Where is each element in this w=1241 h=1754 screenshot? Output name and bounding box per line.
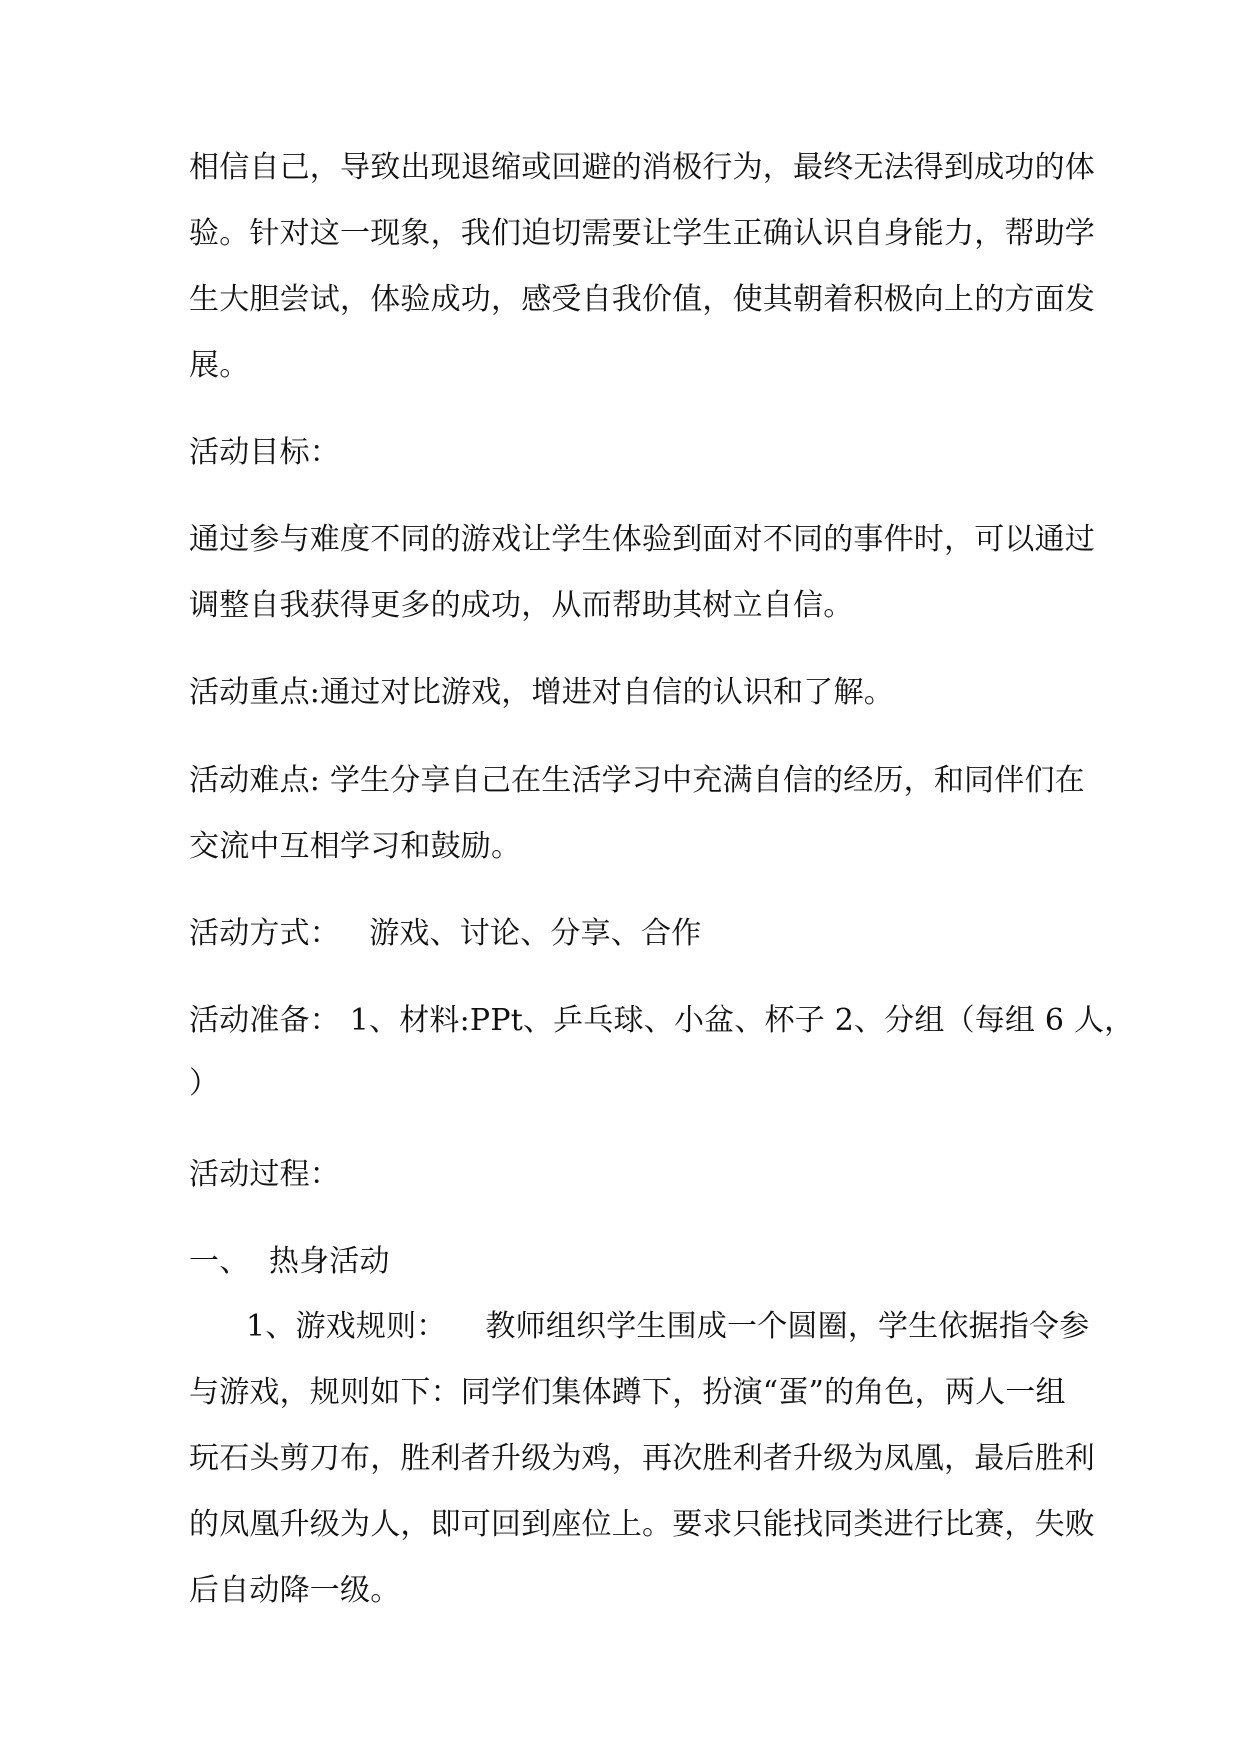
rules-line-2: 与游戏，规则如下：同学们集体蹲下，扮演“蛋”的角色，两人一组 <box>189 1375 1066 1410</box>
preparation-line-1: 活动准备： 1、材料:PPt、乒乓球、小盆、杯子 2、分组（每组 6 人， <box>189 1003 1135 1038</box>
rules-line-1: 1、游戏规则： 教师组织学生围成一个圆圈，学生依据指令参 <box>246 1309 1090 1344</box>
rules-line-4: 的凤凰升级为人，即可回到座位上。要求只能找同类进行比赛，失败 <box>189 1507 1095 1542</box>
intro-line-1: 相信自己，导致出现退缩或回避的消极行为，最终无法得到成功的体 <box>189 150 1095 185</box>
rules-line-5: 后自动降一级。 <box>189 1573 401 1608</box>
goal-text-line-1: 通过参与难度不同的游戏让学生体验到面对不同的事件时，可以通过 <box>189 522 1095 557</box>
section-one-title: 一、 热身活动 <box>189 1244 390 1279</box>
intro-line-3: 生大胆尝试，体验成功，感受自我价值，使其朝着积极向上的方面发 <box>189 282 1095 317</box>
goal-heading: 活动目标： <box>189 435 340 470</box>
intro-line-4: 展。 <box>189 348 250 383</box>
difficulty-line-2: 交流中互相学习和鼓励。 <box>189 829 522 864</box>
preparation-line-2: ） <box>189 1066 220 1101</box>
rules-line-3: 玩石头剪刀布，胜利者升级为鸡，再次胜利者升级为凤凰，最后胜利 <box>189 1441 1095 1476</box>
goal-text-line-2: 调整自我获得更多的成功，从而帮助其树立自信。 <box>189 588 854 623</box>
key-point: 活动重点:通过对比游戏，增进对自信的认识和了解。 <box>189 675 894 710</box>
process-heading: 活动过程： <box>189 1157 340 1192</box>
intro-line-2: 验。针对这一现象，我们迫切需要让学生正确认识自身能力，帮助学 <box>189 216 1095 251</box>
difficulty-line-1: 活动难点: 学生分享自己在生活学习中充满自信的经历，和同伴们在 <box>189 763 1085 798</box>
method: 活动方式： 游戏、讨论、分享、合作 <box>189 916 702 951</box>
